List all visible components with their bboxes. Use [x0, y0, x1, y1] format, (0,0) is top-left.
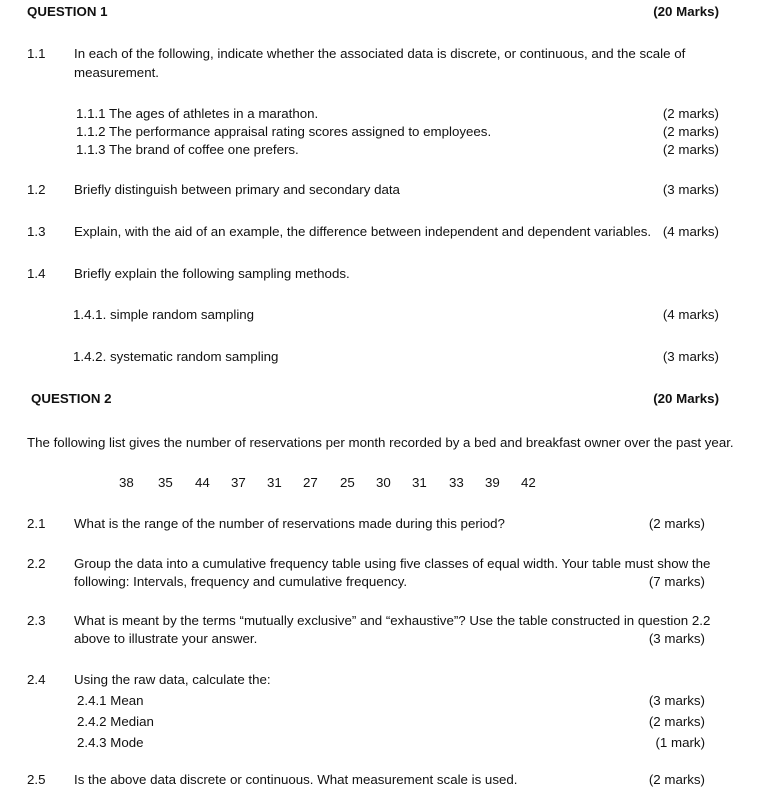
item-text-1-1-line1: In each of the following, indicate whether the associated data is discrete, or continuous, and the scale of — [74, 46, 686, 61]
item-text-2-1: What is the range of the number of reservations made during this period? — [74, 516, 505, 531]
data-value: 31 — [412, 475, 427, 490]
question-2-heading: QUESTION 2 — [31, 391, 112, 406]
item-marks-2-2: (7 marks) — [648, 574, 705, 589]
subitem-1-1-1-text: 1.1.1 The ages of athletes in a marathon. — [76, 106, 319, 121]
subitem-1-4-1-text: 1.4.1. simple random sampling — [73, 307, 255, 322]
subitem-1-1-3-text: 1.1.3 The brand of coffee one prefers. — [76, 142, 299, 157]
item-number-2-5: 2.5 — [27, 772, 46, 787]
subitem-2-4-1-text: 2.4.1 Mean — [77, 693, 144, 708]
subitem-1-4-1-marks: (4 marks) — [662, 307, 719, 322]
data-value: 37 — [231, 475, 246, 490]
item-marks-2-3: (3 marks) — [648, 631, 705, 646]
item-marks-2-1: (2 marks) — [648, 516, 705, 531]
data-value: 39 — [485, 475, 500, 490]
item-number-2-2: 2.2 — [27, 556, 46, 571]
subitem-2-4-1-marks: (3 marks) — [648, 693, 705, 708]
question-1-total-marks: (20 Marks) — [653, 4, 719, 19]
subitem-1-4-2-marks: (3 marks) — [662, 349, 719, 364]
item-text-2-2-line1: Group the data into a cumulative frequency table using five classes of equal width. Your table must show the — [74, 556, 711, 571]
data-value: 27 — [303, 475, 318, 490]
data-value: 38 — [119, 475, 134, 490]
item-number-1-1: 1.1 — [27, 46, 46, 61]
data-value: 42 — [521, 475, 536, 490]
subitem-1-1-3-marks: (2 marks) — [662, 142, 719, 157]
data-value: 31 — [267, 475, 282, 490]
question-2-total-marks: (20 Marks) — [653, 391, 719, 406]
question-1-heading: QUESTION 1 — [27, 4, 108, 19]
item-text-2-3-line1: What is meant by the terms “mutually exclusive” and “exhaustive”? Use the table constructed in question 2.2 — [74, 613, 711, 628]
subitem-1-1-1-marks: (2 marks) — [662, 106, 719, 121]
item-text-1-2: Briefly distinguish between primary and secondary data — [74, 182, 400, 197]
subitem-1-1-2-marks: (2 marks) — [662, 124, 719, 139]
item-text-1-1-line2: measurement. — [74, 65, 159, 80]
item-number-1-3: 1.3 — [27, 224, 46, 239]
subitem-2-4-3-text: 2.4.3 Mode — [77, 735, 144, 750]
data-value: 25 — [340, 475, 355, 490]
item-number-2-4: 2.4 — [27, 672, 46, 687]
data-value: 30 — [376, 475, 391, 490]
item-number-1-4: 1.4 — [27, 266, 46, 281]
data-value: 33 — [449, 475, 464, 490]
data-value: 35 — [158, 475, 173, 490]
data-value: 44 — [195, 475, 210, 490]
item-number-2-3: 2.3 — [27, 613, 46, 628]
subitem-2-4-2-marks: (2 marks) — [648, 714, 705, 729]
item-text-2-5: Is the above data discrete or continuous. What measurement scale is used. — [74, 772, 518, 787]
item-text-2-2-line2: following: Intervals, frequency and cumulative frequency. — [74, 574, 408, 589]
item-marks-1-3: (4 marks) — [662, 224, 719, 239]
item-text-2-4: Using the raw data, calculate the: — [74, 672, 271, 687]
item-marks-1-2: (3 marks) — [662, 182, 719, 197]
subitem-2-4-2-text: 2.4.2 Median — [77, 714, 154, 729]
item-marks-2-5: (2 marks) — [648, 772, 705, 787]
item-number-2-1: 2.1 — [27, 516, 46, 531]
item-text-1-3: Explain, with the aid of an example, the difference between independent and dependent variables. — [74, 224, 652, 239]
item-text-1-4: Briefly explain the following sampling methods. — [74, 266, 350, 281]
item-number-1-2: 1.2 — [27, 182, 46, 197]
subitem-2-4-3-marks: (1 mark) — [655, 735, 705, 750]
subitem-1-1-2-text: 1.1.2 The performance appraisal rating scores assigned to employees. — [76, 124, 492, 139]
item-text-2-3-line2: above to illustrate your answer. — [74, 631, 258, 646]
subitem-1-4-2-text: 1.4.2. systematic random sampling — [73, 349, 279, 364]
question-2-intro: The following list gives the number of reservations per month recorded by a bed and breakfast owner over the past year. — [27, 435, 734, 450]
